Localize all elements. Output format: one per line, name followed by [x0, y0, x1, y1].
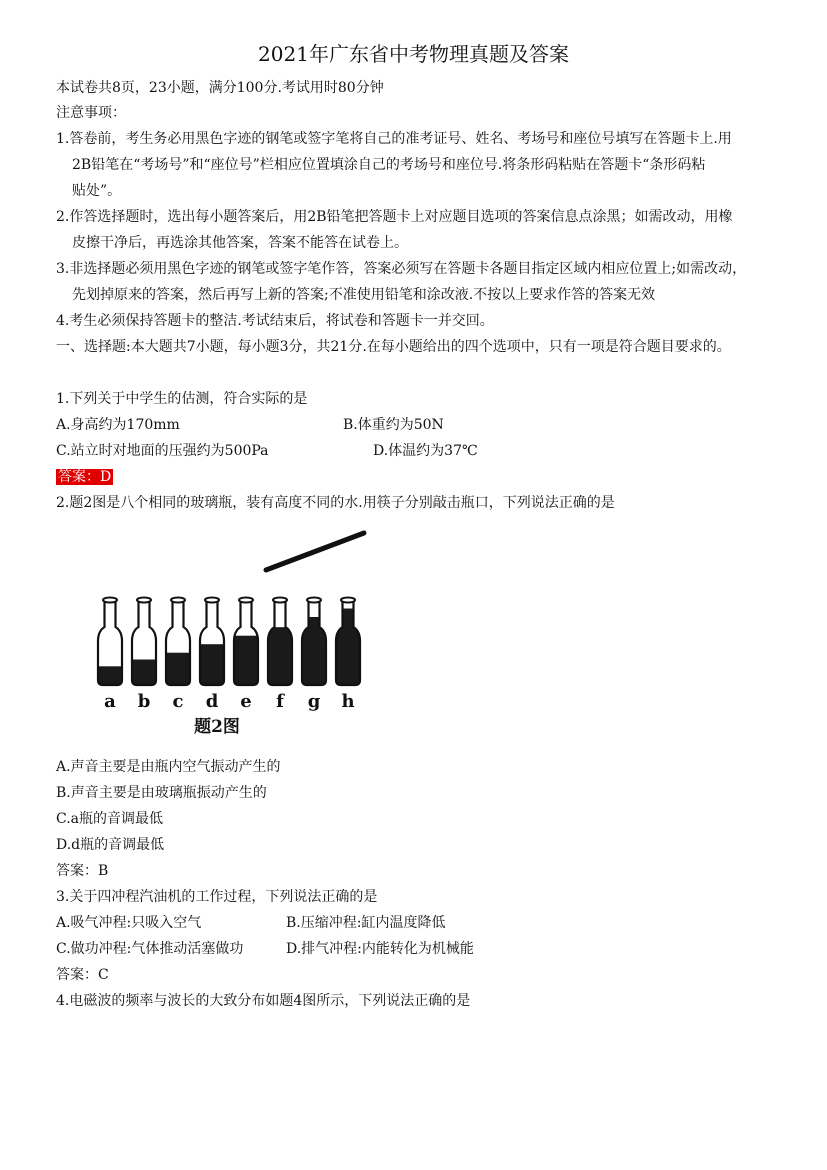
- bottle-label-a: a: [104, 691, 116, 712]
- q2-stem: 2.题2图是八个相同的玻璃瓶，装有高度不同的水.用筷子分别敲击瓶口，下列说法正确的是: [56, 495, 615, 511]
- q1-option-d: D.体温约为37℃: [373, 443, 478, 459]
- q4-stem: 4.电磁波的频率与波长的大致分布如题4图所示，下列说法正确的是: [56, 993, 471, 1009]
- bottle-a: [96, 598, 124, 713]
- note-3-line-1: 3.非选择题必须用黑色字迹的钢笔或签字笔作答，答案必须写在答题卡各题目指定区域内相应位置上;如需改动，: [56, 261, 747, 277]
- q2-option-b: B.声音主要是由玻璃瓶振动产生的: [56, 785, 267, 801]
- q2-answer: 答案：B: [56, 863, 109, 879]
- bottle-h: [334, 598, 362, 713]
- bottle-label-b: b: [137, 691, 151, 712]
- q1-option-b: B.体重约为50N: [343, 417, 444, 433]
- chopstick-icon: [266, 533, 364, 570]
- q2-option-d: D.d瓶的音调最低: [56, 837, 165, 853]
- q3-stem: 3.关于四冲程汽油机的工作过程，下列说法正确的是: [56, 889, 378, 905]
- bottle-f: [266, 598, 294, 713]
- q3-option-c: C.做功冲程:气体推动活塞做功: [56, 941, 244, 957]
- q3-answer: 答案：C: [56, 967, 109, 983]
- document-title: 2021年广东省中考物理真题及答案: [258, 42, 569, 66]
- section-1-heading: 一、选择题:本大题共7小题，每小题3分，共21分.在每小题给出的四个选项中，只有一项是符合题目要求的。: [56, 339, 731, 355]
- figure-caption: 题2图: [194, 717, 240, 737]
- q1-answer: 答案：D: [58, 469, 112, 485]
- note-1-line-2: 2B铅笔在“考场号”和“座位号”栏相应位置填涂自己的考场号和座位号.将条形码粘贴在答题卡“条形码粘: [72, 157, 706, 173]
- q2-option-c: C.a瓶的音调最低: [56, 811, 164, 827]
- bottle-label-d: d: [205, 691, 219, 712]
- bottle-label-e: e: [240, 691, 252, 712]
- q1-stem: 1.下列关于中学生的估测，符合实际的是: [56, 391, 308, 407]
- bottle-e: [232, 598, 260, 713]
- q1-option-c: C.站立时对地面的压强约为500Pa: [56, 443, 269, 459]
- bottle-c: [164, 598, 192, 713]
- bottle-label-c: c: [172, 691, 184, 712]
- note-2-line-2: 皮擦干净后，再选涂其他答案，答案不能答在试卷上。: [72, 235, 408, 251]
- q3-option-d: D.排气冲程:内能转化为机械能: [286, 941, 474, 957]
- water-level-g: [300, 617, 328, 687]
- bottle-b: [130, 598, 158, 713]
- note-3-line-2: 先划掉原来的答案，然后再写上新的答案;不准使用铅笔和涂改液.不按以上要求作答的答案无效: [72, 287, 656, 303]
- water-level-f: [266, 627, 294, 687]
- water-level-b: [130, 660, 158, 688]
- bottle-label-h: h: [341, 691, 355, 712]
- bottle-g: [300, 598, 328, 713]
- water-level-e: [232, 636, 260, 687]
- bottle-d: [198, 598, 226, 713]
- note-2-line-1: 2.作答选择题时，选出每小题答案后，用2B铅笔把答题卡上对应题目选项的答案信息点涂黑；如需改动，用橡: [56, 209, 733, 225]
- water-level-d: [198, 644, 226, 687]
- q3-option-b: B.压缩冲程:缸内温度降低: [286, 915, 446, 931]
- bottle-label-f: f: [276, 691, 284, 712]
- bottle-label-g: g: [307, 691, 321, 712]
- note-4-line-1: 4.考生必须保持答题卡的整洁.考试结束后，将试卷和答题卡一并交回。: [56, 313, 494, 329]
- note-1-line-3: 贴处”。: [72, 183, 122, 199]
- figure-2-bottles: [90, 525, 390, 743]
- q1-option-a: A.身高约为170mm: [56, 417, 180, 433]
- q2-option-a: A.声音主要是由瓶内空气振动产生的: [56, 759, 281, 775]
- water-level-c: [164, 653, 192, 687]
- note-1-line-1: 1.答卷前，考生务必用黑色字迹的钢笔或签字笔将自己的准考证号、姓名、考场号和座位号填写在答题卡上.用: [56, 131, 732, 147]
- water-level-h: [334, 609, 362, 688]
- exam-intro: 本试卷共8页，23小题，满分100分.考试用时80分钟: [56, 80, 384, 96]
- q3-option-a: A.吸气冲程:只吸入空气: [56, 915, 202, 931]
- notice-heading: 注意事项：: [56, 105, 126, 121]
